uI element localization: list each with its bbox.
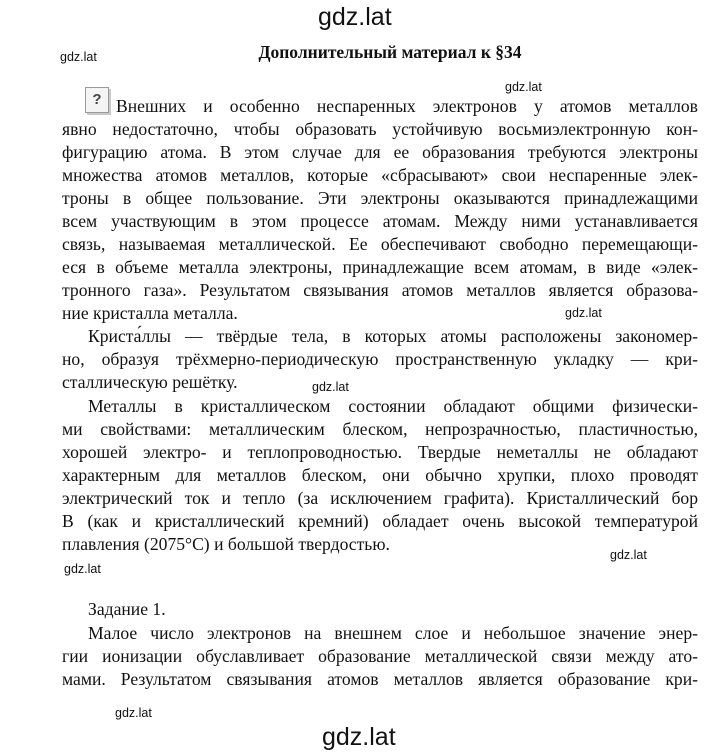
- text-line: явно недостаточно, чтобы образовать устойчивую восьмиэлектронную кон-: [62, 119, 698, 139]
- text-line: Криста́ллы — твёрдые тела, в которых атомы расположены закономер-: [88, 326, 698, 346]
- text-line: плавления (2075°С) и большой твердостью.: [62, 534, 390, 554]
- text-line: связь, называемая металлической. Ее обеспечивают свободно перемещающи-: [62, 234, 698, 254]
- text-line: всем участвующим в этом процессе атомам. Между ними устанавливается: [62, 211, 698, 231]
- text-line: гии ионизации обуславливает образование металлической связи между ато-: [62, 646, 698, 666]
- task-label: Задание 1.: [88, 599, 166, 619]
- text-line: Малое число электронов на внешнем слое и небольшое значение энер-: [88, 623, 698, 643]
- text-line: но, образуя трёхмерно-периодическую пространственную укладку — кри-: [62, 349, 698, 369]
- watermark: gdz.lat: [312, 380, 349, 394]
- text-line: множества атомов металлов, которые «сбрасывают» свои неспаренные элек-: [62, 165, 698, 185]
- text-line: хорошей электро- и теплопроводностью. Твердые неметаллы не обладают: [62, 442, 698, 462]
- text-line: тронного газа». Результатом связывания атомов металлов является образова-: [62, 280, 698, 300]
- text-line: еся в объеме металла электроны, принадлежащие всем атомам, в виде «элек-: [62, 257, 698, 277]
- text-line: электрический ток и тепло (за исключением графита). Кристаллический бор: [62, 488, 698, 508]
- watermark: gdz.lat: [565, 306, 602, 320]
- watermark: gdz.lat: [610, 548, 647, 562]
- text-line: ние кристалла металла.: [62, 303, 238, 323]
- text-line: ми свойствами: металлическим блеском, непрозрачностью, пластичностью,: [62, 419, 698, 439]
- question-icon: ?: [85, 87, 109, 113]
- watermark: gdz.lat: [64, 562, 101, 576]
- text-line: мами. Результатом связывания атомов металлов является образование кри-: [62, 669, 698, 689]
- text-line: фигурацию атома. В этом случае для ее образования требуются электроны: [62, 142, 698, 162]
- text-line: Внешних и особенно неспаренных электронов у атомов металлов: [116, 96, 698, 116]
- text-line: характерным для металлов блеском, они обычно хрупки, плохо проводят: [62, 465, 698, 485]
- watermark: gdz.lat: [115, 706, 152, 720]
- text-line: троны в общее пользование. Эти электроны оказываются принадлежащими: [62, 188, 698, 208]
- text-line: В (как и кристаллический кремний) обладает очень высокой температурой: [62, 511, 698, 531]
- text-line: сталлическую решётку.: [62, 372, 238, 392]
- watermark-bottom: gdz.lat: [322, 723, 396, 751]
- text-line: Металлы в кристаллическом состоянии обладают общими физически-: [88, 396, 698, 416]
- watermark: gdz.lat: [505, 80, 542, 94]
- section-heading: Дополнительный материал к §34: [258, 42, 522, 62]
- watermark-top: gdz.lat: [318, 3, 392, 31]
- watermark: gdz.lat: [60, 50, 97, 64]
